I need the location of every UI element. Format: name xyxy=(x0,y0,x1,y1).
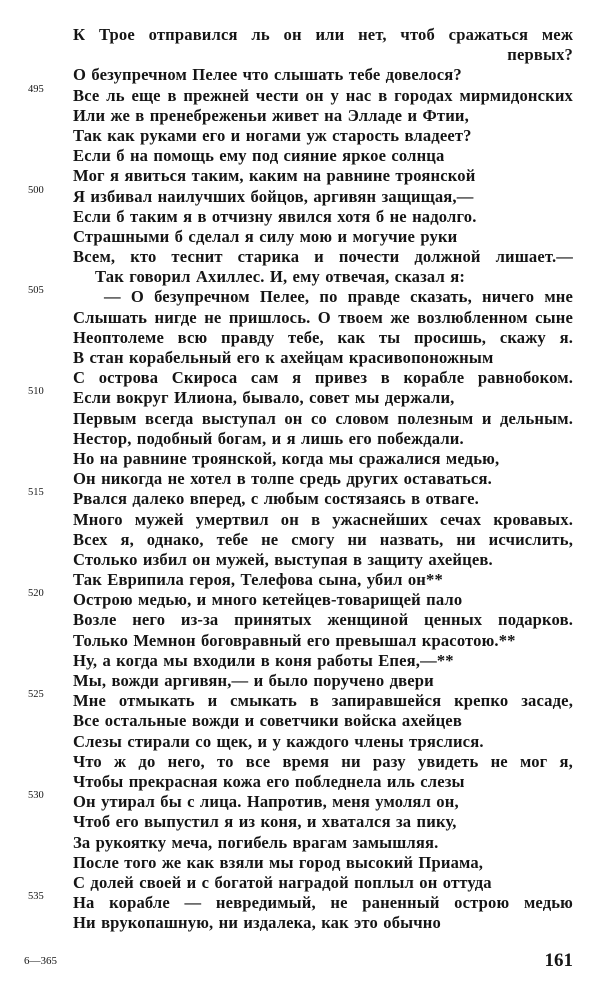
verse-line xyxy=(73,65,573,85)
verse-text: — О безупречном Пелее, по правде сказать, ничего мне xyxy=(104,287,573,307)
verse-line xyxy=(28,386,573,408)
verse-text: Так Еврипила героя, Телефова сына, убил он** xyxy=(73,570,443,590)
verse-line xyxy=(28,83,573,106)
verse-text: Только Мемнон боговравный его превышал красотою.** xyxy=(73,630,516,650)
verse-text: Слышать нигде не пришлось. О твоем же возлюбленном сыне xyxy=(73,307,573,327)
verse-text: Чтоб его выпустил я из коня, и хватался за пику, xyxy=(73,812,457,832)
verse-text: Так говорил Ахиллес. И, ему отвечая, сказал я: xyxy=(95,267,466,287)
poem-text xyxy=(28,25,573,933)
verse-line xyxy=(73,227,573,247)
verse-line xyxy=(73,711,573,731)
verse-line xyxy=(73,913,573,933)
verse-line xyxy=(73,530,573,550)
line-number: 500 xyxy=(28,184,44,196)
verse-line xyxy=(28,891,573,913)
verse-text: Столько избил он мужей, выступая в защиту ахейцев. xyxy=(73,549,493,569)
verse-line xyxy=(28,689,573,711)
verse-line xyxy=(28,285,573,307)
verse-line xyxy=(73,328,573,348)
verse-text: Неоптолеме всю правду тебе, как ты просишь, скажу я. xyxy=(73,327,573,347)
verse-text: Рвался далеко вперед, с любым состязаясь в отваге. xyxy=(73,489,479,509)
printer-signature-mark: 6—365 xyxy=(24,955,57,967)
verse-text: Так как руками его и ногами уж старость владеет? xyxy=(73,125,472,145)
verse-line xyxy=(28,790,573,812)
verse-line xyxy=(73,126,573,146)
verse-text: Много мужей умертвил он в ужаснейших сечах кровавых. xyxy=(73,509,573,529)
verse-line xyxy=(73,429,573,449)
verse-line xyxy=(73,267,573,287)
verse-line xyxy=(73,308,573,328)
verse-line xyxy=(73,25,573,45)
line-number: 520 xyxy=(28,588,44,600)
verse-text: С острова Скироса сам я привез в корабле равнобоком. xyxy=(73,368,573,388)
verse-text: Если б на помощь ему под сияние яркое солнца xyxy=(73,146,445,166)
verse-line xyxy=(73,752,573,772)
line-number: 505 xyxy=(28,285,44,297)
verse-text: Если б таким я в отчизну явился хотя б не надолго. xyxy=(73,206,477,226)
verse-text: В стан корабельный его к ахейцам красивопоножным xyxy=(73,348,494,367)
verse-text: Ни врукопашную, ни издалека, как это обычно xyxy=(73,913,441,933)
verse-text: На корабле — невредимый, не раненный острою медью xyxy=(73,893,573,913)
verse-line xyxy=(73,833,573,853)
verse-line xyxy=(73,732,573,752)
verse-text: О безупречном Пелее что слышать тебе довелося? xyxy=(73,65,462,85)
verse-line xyxy=(73,166,573,186)
verse-line xyxy=(73,510,573,530)
verse-line xyxy=(73,449,573,469)
verse-text: Всем, кто теснит старика и почести должной лишает.— xyxy=(73,247,573,267)
verse-line xyxy=(73,45,573,65)
verse-text: За рукоятку меча, погибель врагам замышляя. xyxy=(73,832,439,852)
verse-line xyxy=(73,469,573,489)
line-number: 535 xyxy=(28,891,44,903)
verse-text: Или же в пренебреженьи живет на Элладе и Фтии, xyxy=(73,105,469,125)
verse-text: Чтобы прекрасная кожа его побледнела иль слезы xyxy=(73,771,465,791)
verse-line xyxy=(28,487,573,509)
verse-line xyxy=(73,247,573,267)
verse-text: первых? xyxy=(507,45,573,65)
verse-line xyxy=(73,631,573,651)
verse-line xyxy=(28,184,573,207)
verse-text: Возле него из-за принятых женщиной ценных подарков. xyxy=(73,610,573,630)
verse-line xyxy=(73,873,573,893)
verse-line xyxy=(73,409,573,429)
verse-line xyxy=(73,651,573,671)
verse-text: Первым всегда выступал он со словом полезным и дельным. xyxy=(73,408,573,428)
verse-line xyxy=(73,671,573,691)
verse-line xyxy=(73,812,573,832)
verse-line xyxy=(73,772,573,792)
verse-line xyxy=(73,570,573,590)
verse-line xyxy=(28,588,573,610)
verse-text: К Трое отправился ль он или нет, чтоб сражаться меж xyxy=(73,25,573,44)
line-number: 515 xyxy=(28,487,44,499)
line-number: 510 xyxy=(28,386,44,398)
verse-line xyxy=(73,550,573,570)
verse-text: Все ль еще в прежней чести он у нас в городах мирмидонских xyxy=(73,85,573,105)
verse-text: Что ж до него, то все время ни разу увидеть не мог я, xyxy=(73,751,573,771)
verse-text: Он никогда не хотел в толпе средь других оставаться. xyxy=(73,469,492,489)
verse-text: Но на равнине троянской, когда мы сражалися медью, xyxy=(73,448,500,468)
verse-text: Мне отмыкать и смыкать в запиравшейся крепко засаде, xyxy=(73,691,573,711)
verse-line xyxy=(73,610,573,630)
verse-text: С долей своей и с богатой наградой поплыл он оттуда xyxy=(73,872,492,892)
verse-text: Острою медью, и много кетейцев-товарищей пало xyxy=(73,590,463,610)
line-number: 530 xyxy=(28,790,44,802)
verse-text: Всех я, однако, тебе не смогу ни назвать, ни исчислить, xyxy=(73,529,573,549)
verse-text: Нестор, подобный богам, и я лишь его побеждали. xyxy=(73,428,464,448)
verse-text: Все остальные вожди и советчики войска ахейцев xyxy=(73,711,462,731)
verse-text: Я избивал наилучших бойцов, аргивян защищая,— xyxy=(73,186,474,206)
verse-text: Страшными б сделал я силу мою и могучие руки xyxy=(73,226,458,246)
verse-line xyxy=(73,146,573,166)
verse-text: Ну, а когда мы входили в коня работы Епея,—** xyxy=(73,650,454,670)
verse-line xyxy=(73,853,573,873)
verse-line xyxy=(73,106,573,126)
line-number: 495 xyxy=(28,83,44,95)
verse-text: Если вокруг Илиона, бывало, совет мы держали, xyxy=(73,388,455,408)
page-number: 161 xyxy=(544,950,573,971)
verse-line xyxy=(73,368,573,388)
verse-text: Мы, вожди аргивян,— и было поручено двери xyxy=(73,671,434,690)
verse-text: Слезы стирали со щек, и у каждого члены тряслися. xyxy=(73,731,484,751)
verse-text: Он утирал бы с лица. Напротив, меня умолял он, xyxy=(73,792,459,812)
verse-line xyxy=(73,348,573,368)
verse-line xyxy=(73,207,573,227)
verse-text: Мог я явиться таким, каким на равнине троянской xyxy=(73,166,476,186)
verse-text: После того же как взяли мы город высокий Приама, xyxy=(73,852,484,872)
line-number: 525 xyxy=(28,689,44,701)
